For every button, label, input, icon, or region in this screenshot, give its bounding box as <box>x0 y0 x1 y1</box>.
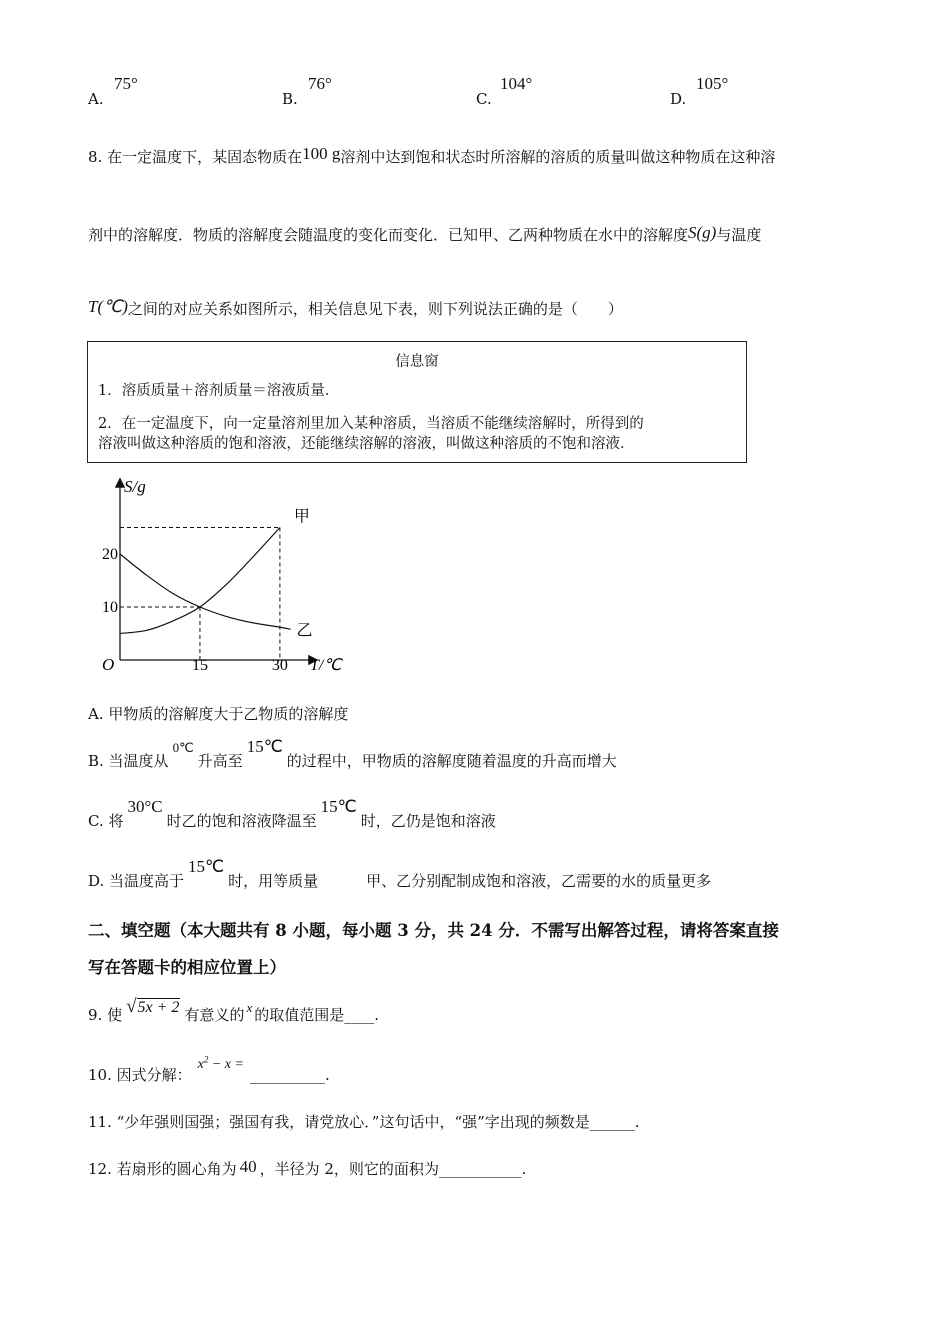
q8-line2: 剂中的溶解度．物质的溶解度会随温度的变化而变化．已知甲、乙两种物质在水中的溶解度S(g)与温度 <box>88 223 762 244</box>
q8-line3: T(℃)之间的对应关系如图所示，相关信息见下表，则下列说法正确的是（ ） <box>88 297 623 318</box>
curves <box>120 528 291 634</box>
option-b-label: B. <box>282 90 298 108</box>
sqrt-expression: √5x + 2 <box>126 996 180 1017</box>
series-line-yi <box>120 554 291 629</box>
series-label-yi: 乙 <box>296 622 313 640</box>
q8-option-b: B. 当温度从0℃升高至15℃的过程中，甲物质的溶解度随着温度的升高而增大 <box>88 737 617 770</box>
q11: 11. “少年强则国强；强国有我，请党放心．”这句话中，“强”字出现的频数是______. <box>88 1113 640 1131</box>
q12: 12. 若扇形的圆心角为 40 ，半径为 2，则它的面积为___________. <box>88 1157 527 1178</box>
y-tick-label-20: 20 <box>102 546 118 563</box>
option-b-value: 76° <box>308 74 332 93</box>
q8-option-c: C. 将30°C时乙的饱和溶液降温至15℃时，乙仍是饱和溶液 <box>88 797 496 830</box>
series-label-jia: 甲 <box>293 508 310 526</box>
option-d-label: D. <box>670 90 687 108</box>
math-100g: 100 g <box>302 144 341 163</box>
option-c-value: 104° <box>500 74 533 93</box>
x-tick-label-30: 30 <box>271 657 288 674</box>
option-c-label: C. <box>476 90 492 108</box>
y-tick-label-10: 10 <box>102 599 118 616</box>
origin-label: O <box>102 655 115 674</box>
math-sg: S(g) <box>688 223 717 242</box>
q8-option-a: A. 甲物质的溶解度大于乙物质的溶解度 <box>88 705 349 723</box>
section-2-heading-line1: 二、填空题（本大题共有 8 小题，每小题 3 分，共 24 分．不需写出解答过程，请将答案直接 <box>88 921 779 940</box>
option-a-label: A. <box>88 90 104 108</box>
q8-line1: 8. 在一定温度下，某固态物质在100 g溶剂中达到饱和状态时所溶解的溶质的质量叫做这种物质在这种溶 <box>88 144 776 166</box>
info-box-item-1: 1．溶质质量＋溶剂质量＝溶液质量． <box>98 383 340 399</box>
info-box-item-2-line1: 2．在一定温度下，向一定量溶剂里加入某种溶质，当溶质不能继续溶解时，所得到的 <box>98 416 644 432</box>
x-axis-label: T/℃ <box>310 657 342 674</box>
math-tc: T(℃) <box>88 297 128 316</box>
section-2-heading-line2: 写在答题卡的相应位置上） <box>88 958 286 977</box>
x-tick-label-15: 15 <box>191 657 208 674</box>
q10: 10. 因式分解：$x^2 - x$ =__________. <box>88 1054 330 1084</box>
info-box <box>87 341 747 463</box>
option-a-value: 75° <box>114 74 138 93</box>
solubility-chart <box>90 474 360 678</box>
guide-lines <box>120 528 280 661</box>
info-box-item-2-line2: 溶液叫做这种溶质的饱和溶液，还能继续溶解的溶液，叫做这种溶质的不饱和溶液． <box>98 436 635 452</box>
y-axis-label: S/g <box>124 477 146 496</box>
q9: 9. 使 √5x + 2 有意义的 x 的取值范围是____. <box>88 996 380 1024</box>
option-d-value: 105° <box>696 74 729 93</box>
info-box-title: 信息窗 <box>395 354 439 370</box>
q8-option-d: D. 当温度高于15℃时，用等质量 甲、乙分别配制成饱和溶液，乙需要的水的质量更多 <box>88 857 712 890</box>
factor-expression: $x^2 - x$ = <box>197 1054 244 1072</box>
